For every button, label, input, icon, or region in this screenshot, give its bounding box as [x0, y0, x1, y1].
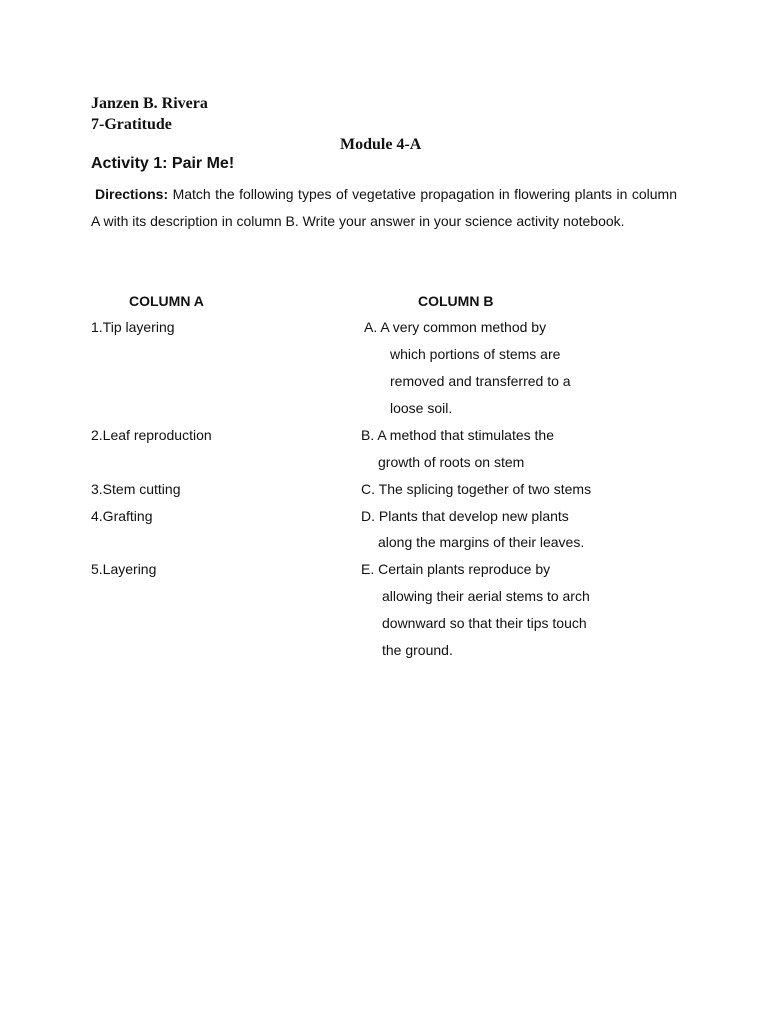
column-b-item-e-line: the ground.	[382, 642, 453, 658]
student-name: Janzen B. Rivera	[91, 95, 208, 112]
column-b-item-e-line: allowing their aerial stems to arch	[382, 588, 590, 604]
module-title: Module 4-A	[340, 136, 422, 153]
column-b-item-e-line: E. Certain plants reproduce by	[361, 561, 551, 577]
column-b-item-b-line: growth of roots on stem	[378, 454, 525, 470]
directions-text: Match the following types of vegetative propagation in flowering plants in column A with its description in column B. Write your answer in your science activity notebook.	[91, 186, 677, 229]
student-section: 7-Gratitude	[91, 116, 172, 133]
column-b-item-a-line: which portions of stems are	[390, 346, 561, 362]
directions-label: Directions:	[95, 186, 169, 202]
column-b-item-d-line: D. Plants that develop new plants	[361, 508, 569, 524]
column-a-item: 4.Grafting	[91, 508, 153, 524]
column-a-item: 2.Leaf reproduction	[91, 427, 212, 443]
column-b-item-a-line: removed and transferred to a	[390, 373, 571, 389]
activity-title: Activity 1: Pair Me!	[91, 155, 235, 172]
column-b-item-a-line: loose soil.	[390, 400, 453, 416]
column-a-item: 1.Tip layering	[91, 319, 175, 335]
column-a-item: 3.Stem cutting	[91, 481, 181, 497]
column-b-item-c-line: C. The splicing together of two stems	[361, 481, 592, 497]
column-a-header: COLUMN A	[129, 293, 204, 309]
column-b-item-d-line: along the margins of their leaves.	[378, 534, 585, 550]
column-b-header: COLUMN B	[418, 293, 494, 309]
column-b-item-b-line: B. A method that stimulates the	[361, 427, 554, 443]
column-a-item: 5.Layering	[91, 561, 157, 577]
column-b-item-e-line: downward so that their tips touch	[382, 615, 587, 631]
directions-paragraph	[91, 181, 677, 235]
column-b-item-a-line: A. A very common method by	[364, 319, 547, 335]
